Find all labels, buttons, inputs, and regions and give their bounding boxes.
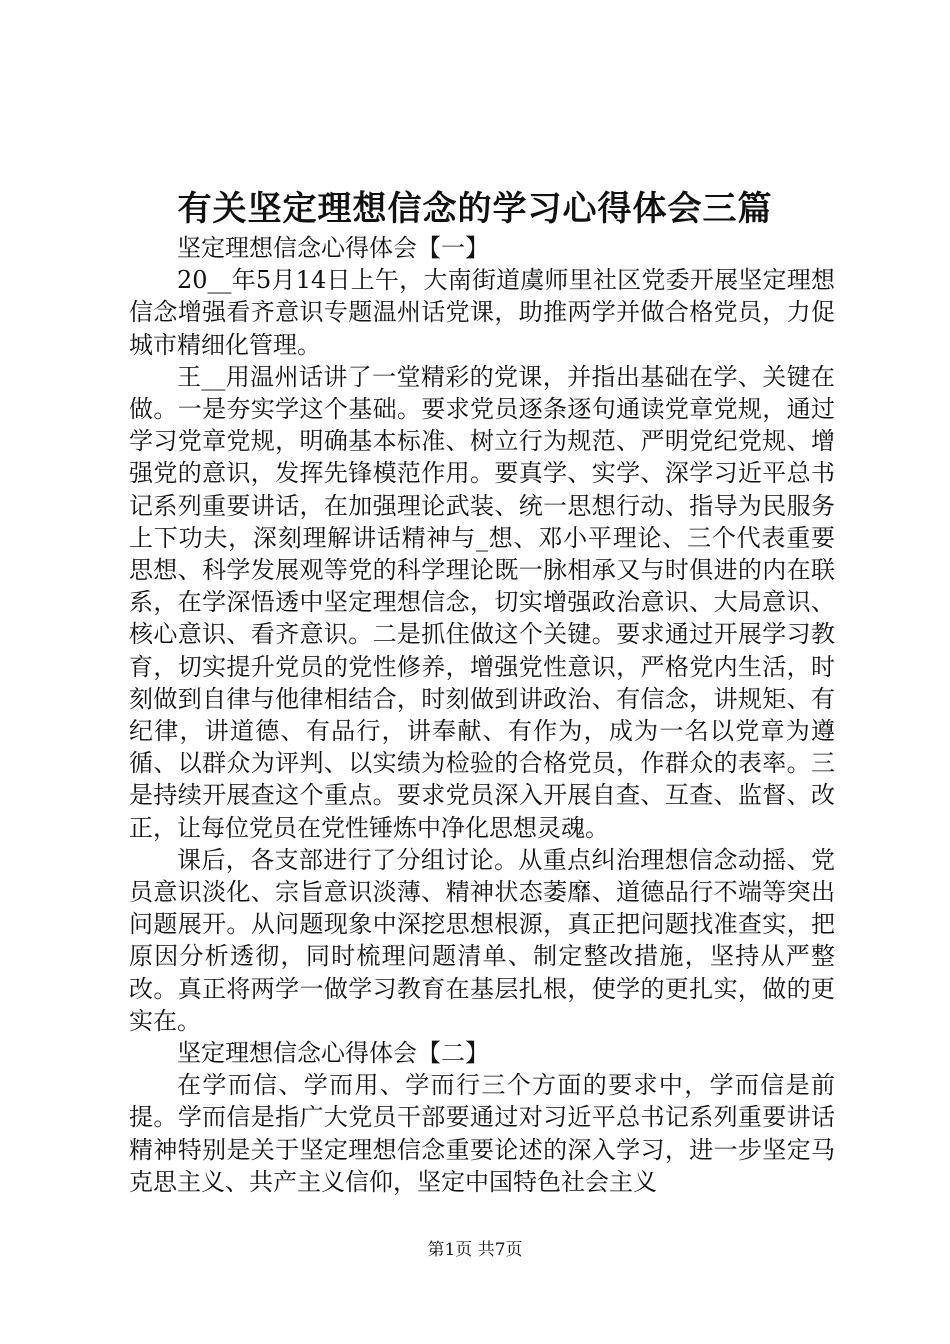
- paragraph: 王__用温州话讲了一堂精彩的党课，并指出基础在学、关键在做。一是夯实学这个基础。要求党员逐条逐句通读党章党规，通过学习党章党规，明确基本标准、树立行为规范、严明党纪党规、增强党的意识，发挥先锋模范作用。要真学、实学、深学习近平总书记系列重要讲话，在加强理论武装、统一思想行动、指导为民服务上下功夫，深刻理解讲话精神与_想、邓小平理论、三个代表重要思想、科学发展观等党的科学理论既一脉相承又与时俱进的内在联系，在学深悟透中坚定理想信念，切实增强政治意识、大局意识、核心意识、看齐意识。二是抓住做这个关键。要求通过开展学习教育，切实提升党员的党性修养，增强党性意识，严格党内生活，时刻做到自律与他律相结合，时刻做到讲政治、有信念，讲规矩、有纪律，讲道德、有品行，讲奉献、有作为，成为一名以党章为遵循、以群众为评判、以实绩为检验的合格党员，作群众的表率。三是持续开展查这个重点。要求党员深入开展自查、互查、监督、改正，让每位党员在党性锤炼中净化思想灵魂。: [129, 362, 835, 842]
- paragraph: 20__年5月14日上午，大南街道虞师里社区党委开展坚定理想信念增强看齐意识专题温州话党课，助推两学并做合格党员，力促城市精细化管理。: [129, 266, 835, 359]
- page-footer: 第1页 共7页: [427, 1240, 523, 1260]
- document-body: [129, 232, 835, 1198]
- section-heading-1: 坚定理想信念心得体会【一】: [177, 234, 489, 262]
- document-title: 有关坚定理想信念的学习心得体会三篇: [177, 189, 773, 229]
- section-heading-2: 坚定理想信念心得体会【二】: [177, 1039, 489, 1068]
- paragraph: 课后，各支部进行了分组讨论。从重点纠治理想信念动摇、党员意识淡化、宗旨意识淡薄、精神状态萎靡、道德品行不端等突出问题展开。从问题现象中深挖思想根源，真正把问题找准查实，把原因分析透彻，同时梳理问题清单、制定整改措施，坚持从严整改。真正将两学一做学习教育在基层扎根，使学的更扎实，做的更实在。: [129, 845, 835, 1035]
- paragraph: 在学而信、学而用、学而行三个方面的要求中，学而信是前提。学而信是指广大党员干部要通过对习近平总书记系列重要讲话精神特别是关于坚定理想信念重要论述的深入学习，进一步坚定马克思主义、共产主义信仰，坚定中国特色社会主义: [129, 1071, 835, 1196]
